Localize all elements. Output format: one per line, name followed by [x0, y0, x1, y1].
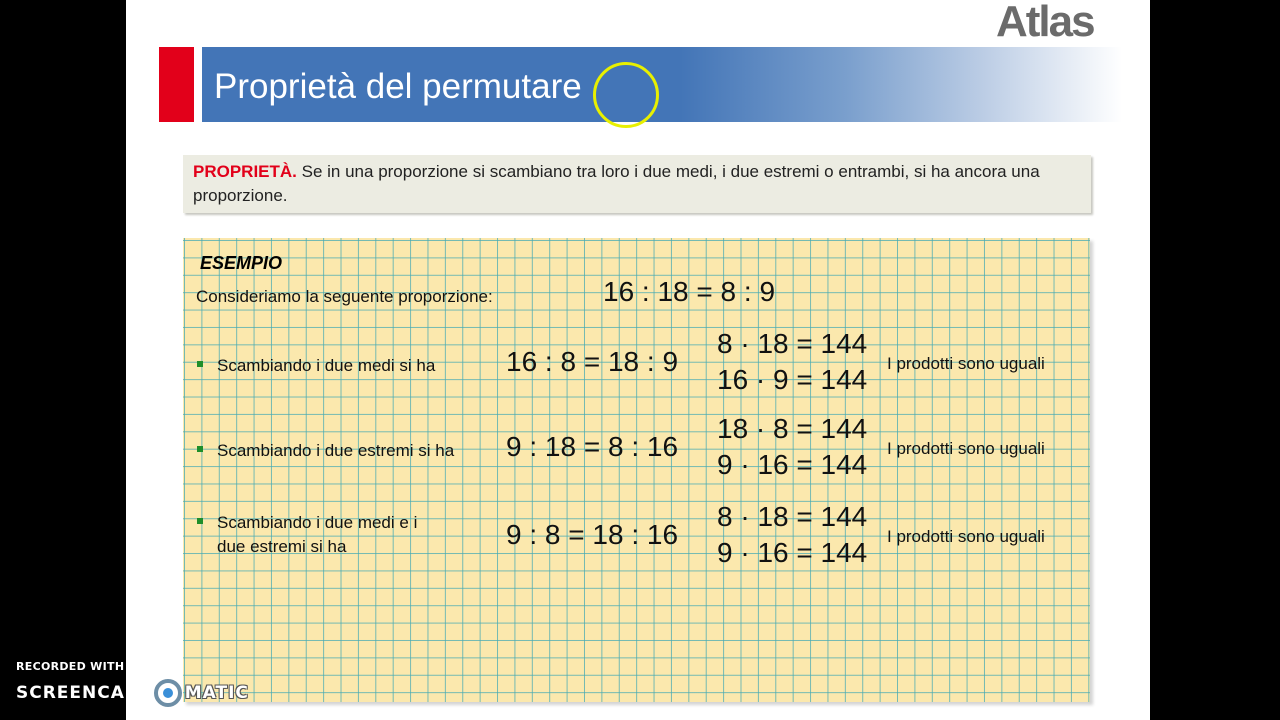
example-box: [183, 238, 1090, 702]
intro-text: Consideriamo la seguente proporzione:: [196, 287, 493, 306]
products: [717, 411, 867, 483]
products: [717, 499, 867, 571]
product-line: 8 · 18 = 144: [717, 501, 868, 532]
product-line: 9 · 16 = 144: [717, 449, 868, 480]
bullet-text: Scambiando i due medi e i: [217, 513, 418, 532]
title-accent-block: [159, 47, 194, 122]
product-line: 18 · 8 = 144: [717, 413, 868, 444]
watermark-line1: RECORDED WITH: [16, 660, 125, 673]
product-line: 16 · 9 = 144: [717, 364, 868, 395]
proportion: 16 : 8 = 18 : 9: [506, 346, 679, 377]
screencast-watermark: [16, 660, 249, 707]
watermark-left: SCREENCAST: [16, 683, 151, 703]
note-text: I prodotti sono uguali: [887, 439, 1045, 458]
note-text: I prodotti sono uguali: [887, 354, 1045, 373]
proportion: 9 : 8 = 18 : 16: [506, 519, 679, 550]
logo-text: Atlas: [996, 0, 1094, 46]
bullet-icon: [197, 518, 203, 524]
property-text: Se in una proporzione si scambiano tra loro i due medi, i due estremi o entrambi, si ha ancora una proporzione.: [193, 162, 1040, 205]
cursor-highlight-ring: [593, 62, 659, 128]
watermark-line2: [16, 679, 249, 707]
bullet-icon: [197, 446, 203, 452]
base-proportion: 16 : 18 = 8 : 9: [603, 276, 776, 307]
bullet-icon: [197, 361, 203, 367]
watermark-right: MATIC: [184, 683, 249, 703]
bullet-text: Scambiando i due medi si ha: [217, 356, 436, 375]
proportion: 9 : 18 = 8 : 16: [506, 431, 679, 462]
atlas-logo: [996, 0, 1126, 44]
slide-title: Proprietà del permutare: [214, 67, 582, 106]
products: [717, 326, 867, 398]
product-line: 8 · 18 = 144: [717, 328, 868, 359]
property-keyword: PROPRIETÀ.: [193, 162, 297, 181]
product-line: 9 · 16 = 144: [717, 537, 868, 568]
slide: [126, 0, 1150, 720]
note-text: I prodotti sono uguali: [887, 527, 1045, 546]
example-label: ESEMPIO: [200, 253, 283, 273]
screencast-logo-icon: [154, 679, 182, 707]
bullet-text: due estremi si ha: [217, 537, 347, 556]
title-bar: [202, 47, 1122, 122]
bullet-text: Scambiando i due estremi si ha: [217, 441, 455, 460]
property-box: [183, 155, 1091, 213]
